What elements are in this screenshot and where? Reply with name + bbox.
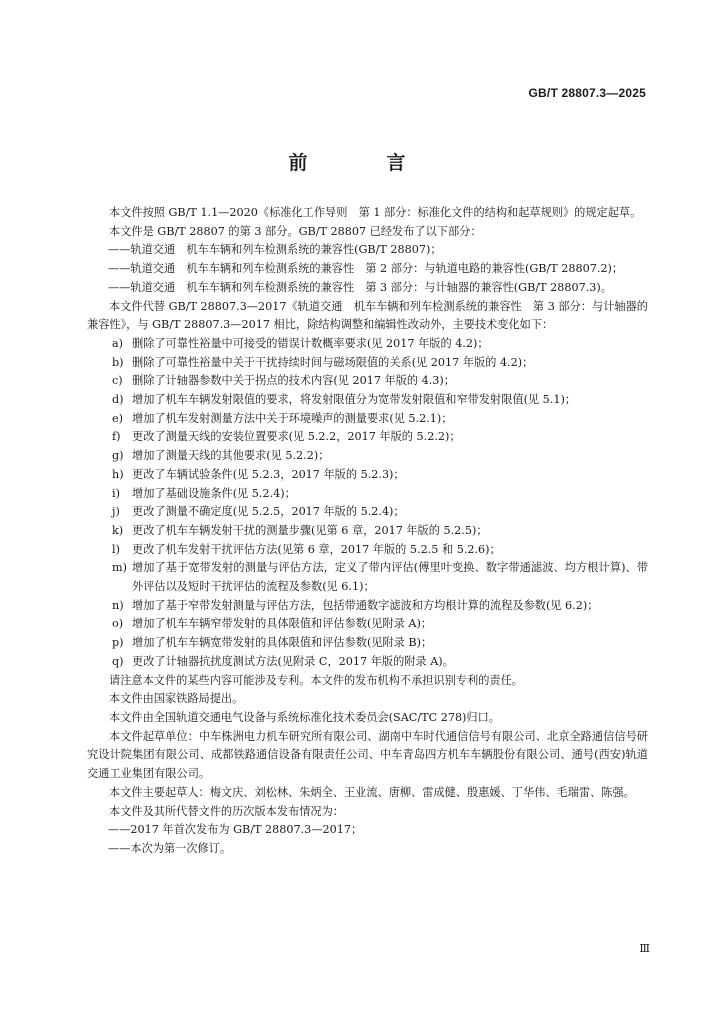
changes-list bbox=[87, 335, 648, 672]
list-item bbox=[87, 354, 648, 373]
dash-item-part2: ——轨道交通 机车车辆和列车检测系统的兼容性 第 2 部分：与轨道电路的兼容性(GB/T 28807.2)； bbox=[108, 262, 624, 276]
paragraph-drafting-units: 本文件起草单位：中车株洲电力机车研究所有限公司、湖南中车时代通信信号有限公司、北京全路通信信号研究设计院集团有限公司、成都铁路通信设备有限责任公司、中车青岛四方机车车辆股份有限公司、通号(西安)轨道交通工业集团有限公司。 bbox=[87, 729, 648, 781]
foreword-body bbox=[87, 204, 648, 859]
list-item bbox=[87, 335, 648, 354]
list-item-text: 增加了基于窄带发射测量与评估方法，包括带通数字滤波和方均根计算的流程及参数(见 6.2)； bbox=[132, 598, 599, 612]
dash-item-first-release: ——2017 年首次发布为 GB/T 28807.3—2017； bbox=[108, 823, 363, 837]
list-item bbox=[87, 615, 648, 634]
list-item-label: e) bbox=[112, 411, 123, 425]
paragraph-committee: 本文件由全国轨道交通电气设备与系统标准化技术委员会(SAC/TC 278)归口。 bbox=[109, 710, 500, 724]
page-number: Ⅲ bbox=[639, 943, 650, 955]
list-item-label: c) bbox=[112, 374, 123, 388]
paragraph-part-info: 本文件是 GB/T 28807 的第 3 部分。GB/T 28807 已经发布了以下部分： bbox=[109, 224, 482, 238]
list-item-text: 增加了基于宽带发射的测量与评估方法，定义了带内评估(傅里叶变换、数字带通滤波、均方根计算)、带外评估以及短时干扰评估的流程及参数(见 6.1)； bbox=[132, 561, 648, 594]
list-item-text: 更改了机车车辆发射干扰的测量步骤(见第 6 章，2017 年版的 5.2.5)； bbox=[132, 523, 488, 537]
list-item-text: 更改了测量不确定度(见 5.2.5，2017 年版的 5.2.4)； bbox=[132, 505, 405, 519]
list-item bbox=[87, 634, 648, 653]
list-item-text: 增加了机车车辆发射限值的要求，将发射限值分为宽带发射限值和窄带发射限值(见 5.1)； bbox=[132, 393, 577, 407]
paragraph-drafters: 本文件主要起草人：梅文庆、刘松林、朱炳全、王业流、唐柳、雷成健、殷惠媛、丁华伟、毛瑞雷、陈强。 bbox=[109, 785, 635, 799]
list-item-text: 增加了机车发射测量方法中关于环境噪声的测量要求(见 5.2.1)； bbox=[132, 411, 453, 425]
list-item-text: 增加了测量天线的其他要求(见 5.2.2)； bbox=[132, 449, 330, 463]
list-item-text: 删除了计轴器参数中关于拐点的技术内容(见 2017 年版的 4.3)； bbox=[132, 374, 455, 388]
list-item-label: d) bbox=[112, 393, 124, 407]
list-item-label: q) bbox=[112, 654, 124, 668]
list-item bbox=[87, 485, 648, 504]
list-item-text: 更改了测量天线的安装位置要求(见 5.2.2，2017 年版的 5.2.2)； bbox=[132, 430, 461, 444]
paragraph-version-history: 本文件及其所代替文件的历次版本发布情况为： bbox=[109, 804, 344, 818]
list-item-text: 更改了机车发射干扰评估方法(见第 6 章，2017 年版的 5.2.5 和 5.2.6)； bbox=[132, 542, 501, 556]
list-item-label: g) bbox=[112, 449, 124, 463]
document-code: GB/T 28807.3—2025 bbox=[528, 86, 646, 100]
list-item-label: n) bbox=[112, 598, 124, 612]
list-item-text: 增加了机车车辆宽带发射的具体限值和评估参数(见附录 B)； bbox=[132, 636, 433, 650]
dash-item-part3: ——轨道交通 机车车辆和列车检测系统的兼容性 第 3 部分：与计轴器的兼容性(GB/T 28807.3)。 bbox=[108, 280, 612, 294]
list-item bbox=[87, 522, 648, 541]
dash-item-revision: ——本次为第一次修订。 bbox=[108, 841, 232, 855]
list-item-label: l) bbox=[112, 542, 120, 556]
list-item bbox=[87, 653, 648, 672]
list-item-label: p) bbox=[112, 636, 124, 650]
section-title: 前 言 bbox=[288, 152, 436, 174]
list-item bbox=[87, 559, 648, 596]
list-item bbox=[87, 503, 648, 522]
list-item-text: 删除了可靠性裕量中关于干扰持续时间与磁场限值的关系(见 2017 年版的 4.2)； bbox=[132, 355, 534, 369]
list-item-text: 增加了机车车辆窄带发射的具体限值和评估参数(见附录 A)； bbox=[132, 617, 433, 631]
list-item bbox=[87, 466, 648, 485]
paragraph-drafting-rule: 本文件按照 GB/T 1.1—2020《标准化工作导则 第 1 部分：标准化文件的结构和起草规则》的规定起草。 bbox=[109, 206, 642, 219]
paragraph-proposer: 本文件由国家铁路局提出。 bbox=[109, 692, 244, 706]
list-item-label: a) bbox=[112, 336, 124, 350]
list-item-text: 更改了计轴器抗扰度测试方法(见附录 C，2017 年版的附录 A)。 bbox=[132, 654, 454, 668]
list-item-label: i) bbox=[112, 486, 120, 500]
list-item bbox=[87, 597, 648, 616]
list-item bbox=[87, 410, 648, 429]
list-item-label: m) bbox=[112, 561, 127, 575]
list-item bbox=[87, 541, 648, 560]
dash-item-part1: ——轨道交通 机车车辆和列车检测系统的兼容性(GB/T 28807)； bbox=[108, 243, 442, 257]
list-item bbox=[87, 447, 648, 466]
list-item-label: h) bbox=[112, 467, 124, 481]
paragraph-replacement: 本文件代替 GB/T 28807.3—2017《轨道交通 机车车辆和列车检测系统的兼容性 第 3 部分：与计轴器的兼容性》，与 GB/T 28807.3—2017 相比，除结构调整和编辑性改动外，主要技术变化如下： bbox=[87, 299, 648, 332]
list-item-text: 删除了可靠性裕量中可接受的错误计数概率要求(见 2017 年版的 4.2)； bbox=[132, 336, 489, 350]
list-item-label: k) bbox=[112, 523, 124, 537]
list-item-text: 更改了车辆试验条件(见 5.2.3，2017 年版的 5.2.3)； bbox=[132, 467, 405, 481]
paragraph-patent-notice: 请注意本文件的某些内容可能涉及专利。本文件的发布机构不承担识别专利的责任。 bbox=[109, 673, 523, 687]
list-item bbox=[87, 428, 648, 447]
list-item bbox=[87, 372, 648, 391]
list-item-text: 增加了基础设施条件(见 5.2.4)； bbox=[132, 486, 296, 500]
list-item bbox=[87, 391, 648, 410]
list-item-label: o) bbox=[112, 617, 124, 631]
list-item-label: f) bbox=[112, 430, 121, 444]
list-item-label: j) bbox=[112, 505, 120, 519]
list-item-label: b) bbox=[112, 355, 124, 369]
